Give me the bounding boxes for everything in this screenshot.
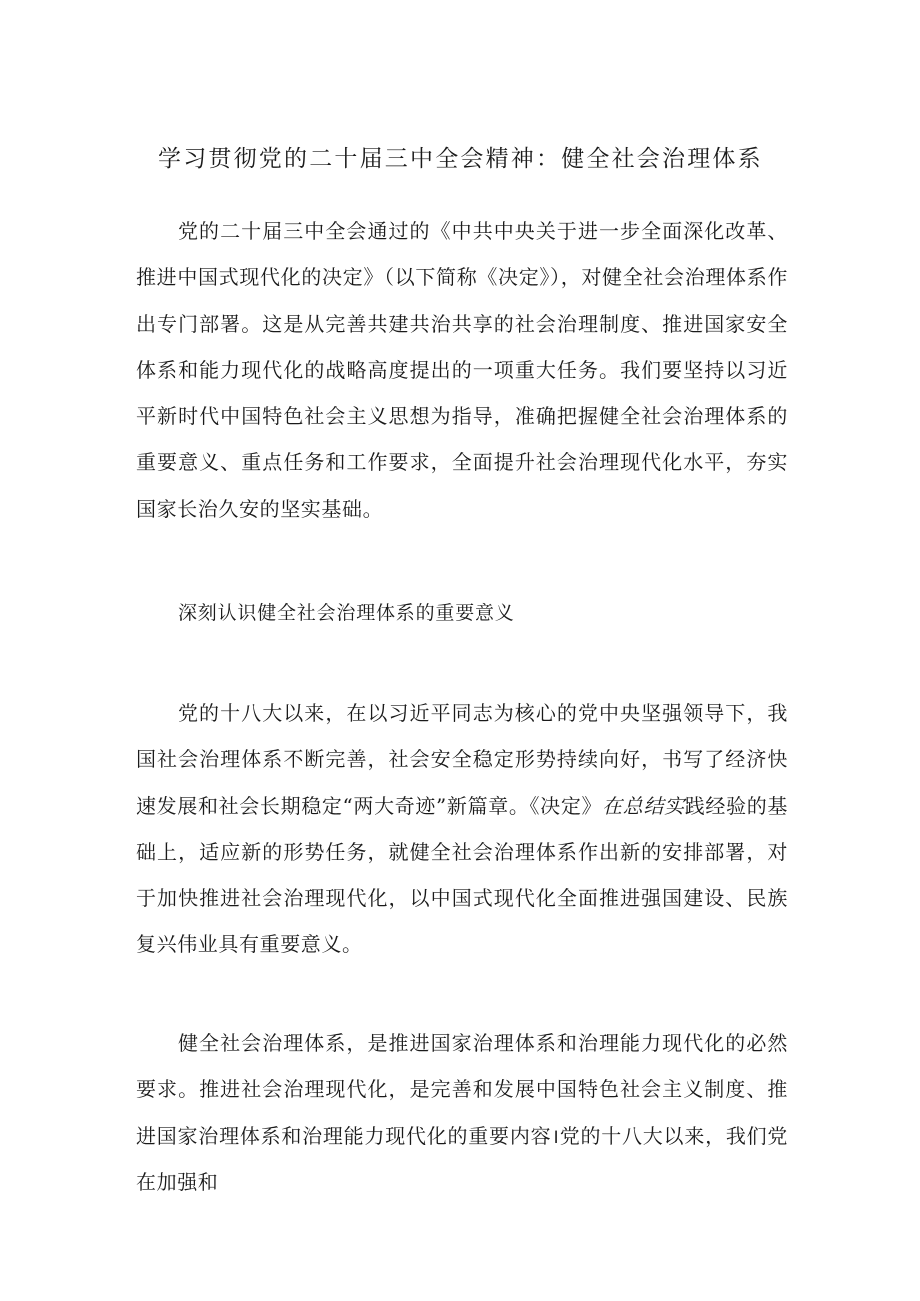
paragraph-significance-text-a: 党的十八大以来，在以习近平同志为核心的党中央坚强领导下，我国社会治理体系不断完善，社会安全稳定形势持续向好，书写了经济快速发展和社会长期稳定“两大奇迹”新篇章。《决定》 bbox=[136, 701, 788, 818]
document-title: 学习贯彻党的二十届三中全会精神：健全社会治理体系 bbox=[158, 146, 763, 172]
paragraph-requirement: 健全社会治理体系，是推进国家治理体系和治理能力现代化的必然要求。推进社会治理现代化，是完善和发展中国特色社会主义制度、推进国家治理体系和治理能力现代化的重要内容।党的十八大以来，我们党在加强和 bbox=[136, 1031, 788, 1194]
paragraph-intro: 党的二十届三中全会通过的《中共中央关于进一步全面深化改革、推进中国式现代化的决定》（以下简称《决定》），对健全社会治理体系作出专门部署。这是从完善共建共治共享的社会治理制度、推进国家安全体系和能力现代化的战略高度提出的一项重大任务。我们要坚持以习近平新时代中国特色社会主义思想为指导，准确把握健全社会治理体系的重要意义、重点任务和工作要求，全面提升社会治理现代化水平，夯实国家长治久安的坚实基础。 bbox=[136, 219, 788, 521]
paragraph-significance-italic: 在总结实 bbox=[602, 793, 685, 818]
paragraph-significance-text-b: 践经验的基础上，适应新的形势任务，就健全社会治理体系作出新的安排部署，对于加快推进社会治理现代化，以中国式现代化全面推进强国建设、民族复兴伟业具有重要意义。 bbox=[136, 793, 788, 957]
paragraph-significance bbox=[136, 690, 788, 968]
section-heading: 深刻认识健全社会治理体系的重要意义 bbox=[178, 602, 515, 624]
